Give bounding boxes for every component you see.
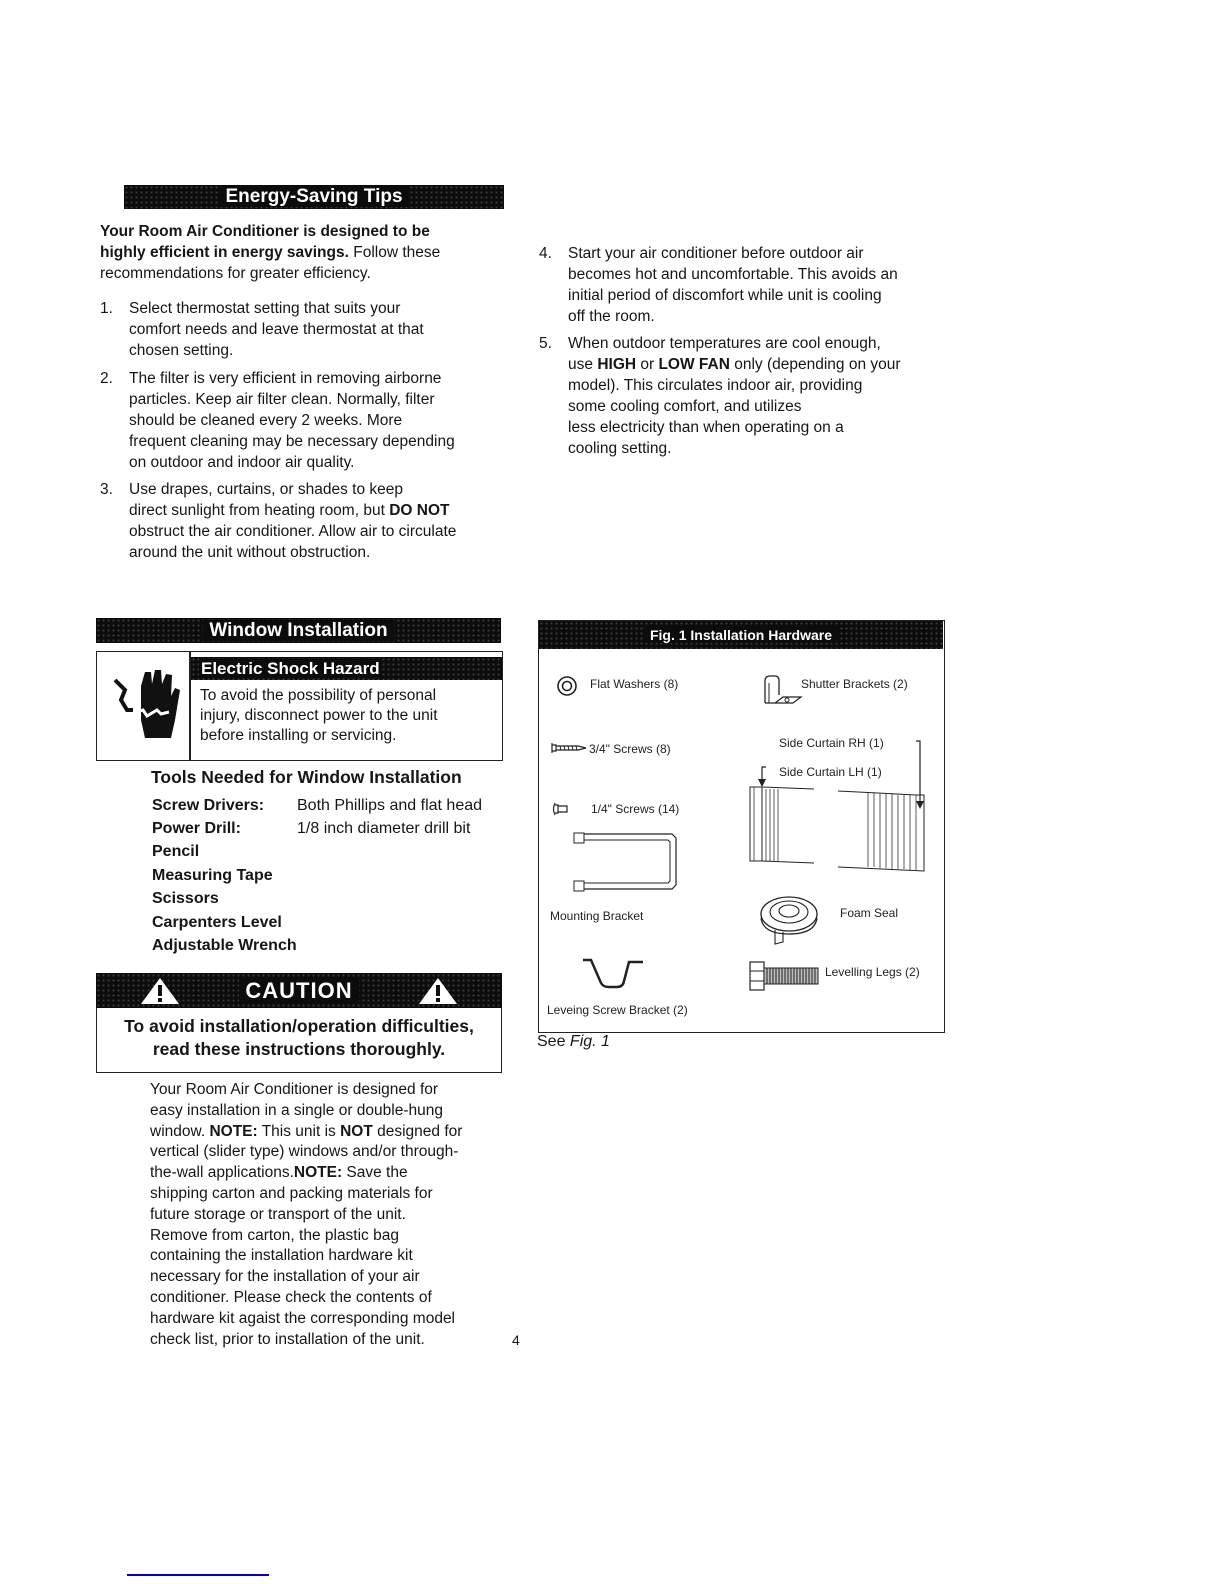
tip-number: 2. — [100, 370, 113, 387]
figure-title: Fig. 1 Installation Hardware — [644, 627, 838, 643]
flat-washer-icon — [556, 675, 578, 697]
page-number: 4 — [512, 1332, 520, 1348]
tool-row: Scissors — [152, 890, 219, 907]
warning-triangle-icon — [140, 977, 180, 1005]
mounting-bracket-label: Mounting Bracket — [550, 909, 644, 923]
energy-tips-intro — [100, 221, 520, 284]
levelling-legs-label: Levelling Legs (2) — [825, 965, 920, 979]
leveling-screw-bracket-icon — [581, 957, 647, 991]
leveling-screw-bracket-label: Leveing Screw Bracket (2) — [547, 1003, 688, 1017]
installation-hardware-figure — [538, 620, 945, 1033]
tool-row: Carpenters Level — [152, 914, 282, 931]
installation-body-text: Your Room Air Conditioner is designed for easy installation in a single or double-hung window. NOTE: This unit is NOT designed for vertical (slider type) windows and/or through- the-wall applications.NOTE: Save the shipping carton and packing materials for future storage or transport of the unit. Remove from carton, the plastic bag containing the installation hardware kit necessary for the installation of your air conditioner. Please check the contents of hardware kit agaist the corresponding model check list, prior to installation of the unit. — [150, 1081, 463, 1348]
hazard-title: Electric Shock Hazard — [201, 659, 380, 678]
tip-number: 4. — [539, 245, 552, 262]
caution-title: CAUTION — [239, 978, 358, 1003]
screw-1-4-icon — [552, 802, 570, 816]
screws-1-4-label: 1/4" Screws (14) — [591, 802, 680, 816]
foam-seal-label: Foam Seal — [840, 906, 899, 920]
caution-line-2: read these instructions thoroughly. — [152, 1039, 446, 1059]
hazard-title-bar — [191, 657, 502, 680]
flat-washers-label: Flat Washers (8) — [590, 677, 679, 691]
hazard-text: To avoid the possibility of personal injury, disconnect power to the unit before installing or servicing. — [200, 687, 438, 744]
foam-seal-icon — [757, 894, 823, 948]
caution-banner — [96, 973, 502, 1008]
tip-number: 1. — [100, 300, 113, 317]
tool-row: Pencil — [152, 843, 200, 860]
tool-row: Adjustable Wrench — [152, 937, 297, 954]
shutter-brackets-label: Shutter Brackets (2) — [801, 677, 908, 691]
warning-triangle-icon — [418, 977, 458, 1005]
tip-number: 3. — [100, 481, 113, 498]
figure-title-bar — [539, 621, 943, 649]
tip-number: 5. — [539, 335, 552, 352]
side-curtain-lh-label: Side Curtain LH (1) — [779, 765, 882, 779]
shock-hand-icon — [111, 666, 181, 746]
energy-tips-title: Energy-Saving Tips — [219, 186, 408, 207]
tools-heading: Tools Needed for Window Installation — [151, 767, 462, 787]
screws-3-4-label: 3/4" Screws (8) — [589, 742, 671, 756]
window-installation-banner — [96, 618, 501, 643]
side-curtain-rh-label: Side Curtain RH (1) — [779, 736, 884, 750]
intro-line-3: recommendations for greater efficiency. — [100, 265, 371, 282]
levelling-leg-icon — [749, 961, 821, 991]
intro-line-2: highly efficient in energy savings. Follow these — [100, 244, 441, 261]
footer-line — [127, 1574, 269, 1576]
caution-box — [96, 1008, 502, 1073]
tool-row: Measuring Tape — [152, 867, 273, 884]
intro-line-1: Your Room Air Conditioner is designed to be — [100, 223, 430, 240]
tool-row: Power Drill: 1/8 inch diameter drill bit — [152, 820, 471, 837]
tool-row: Screw Drivers: Both Phillips and flat head — [152, 797, 483, 814]
window-installation-title: Window Installation — [203, 620, 393, 641]
electric-shock-hazard-box — [96, 651, 503, 761]
energy-tips-banner — [124, 185, 504, 209]
screw-3-4-icon — [550, 742, 588, 754]
mounting-bracket-icon — [572, 831, 682, 893]
see-figure-reference: See Fig. 1 — [537, 1033, 610, 1050]
shutter-bracket-icon — [761, 673, 805, 709]
side-curtains-icon — [744, 739, 934, 879]
caution-line-1: To avoid installation/operation difficulties, — [124, 1016, 474, 1036]
